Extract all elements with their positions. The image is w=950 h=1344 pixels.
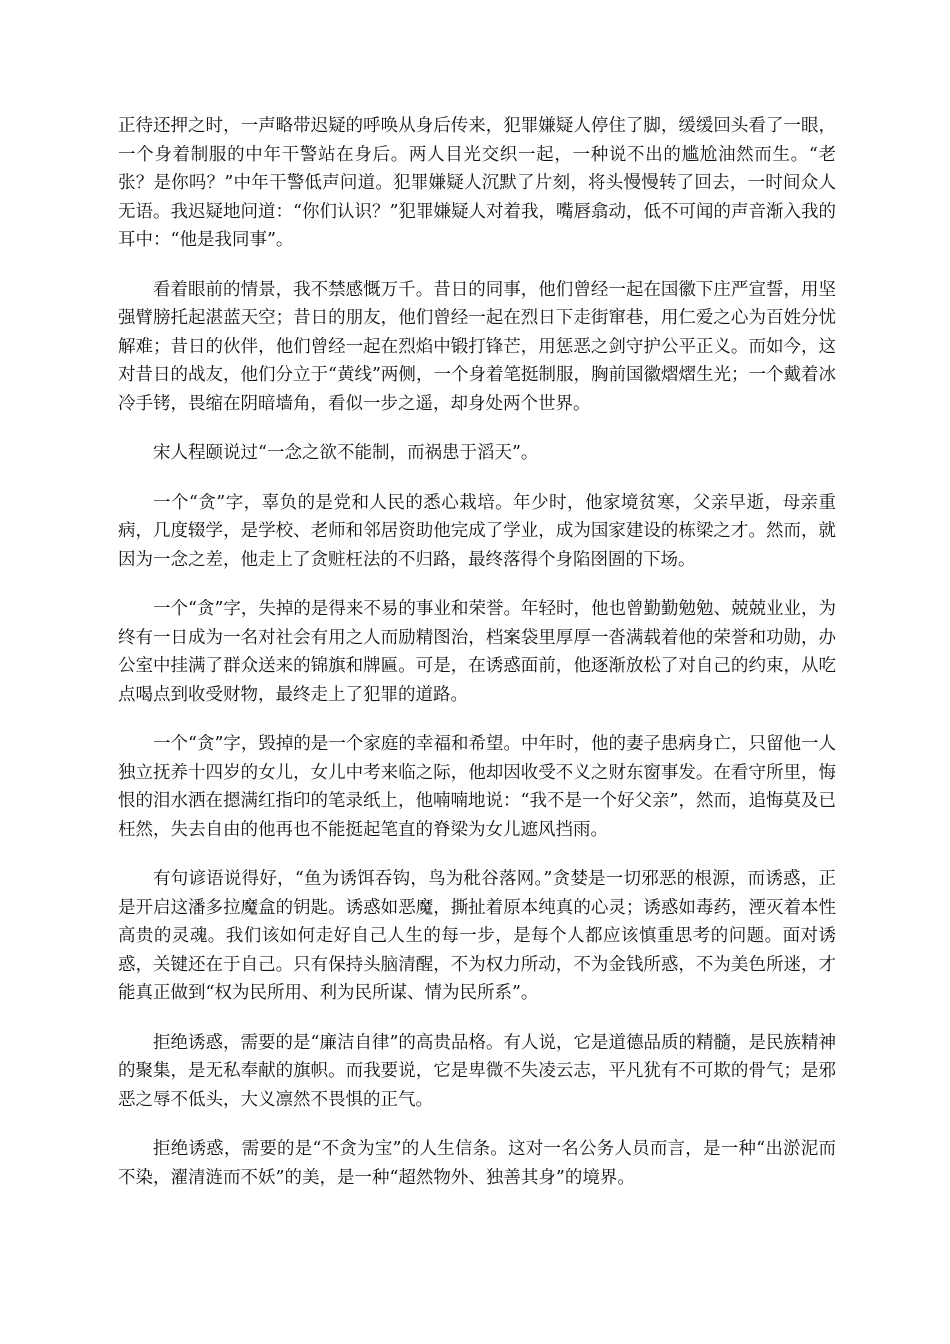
paragraph-9: 拒绝诱惑，需要的是“不贪为宝”的人生信条。这对一名公务人员而言，是一种“出淤泥而不染，濯清涟而不妖”的美，是一种“超然物外、独善其身”的境界。 [118, 1139, 836, 1188]
paragraph-2: 看着眼前的情景，我不禁感慨万千。昔日的同事，他们曾经一起在国徽下庄严宣誓，用坚强臂膀托起湛蓝天空；昔日的朋友，他们曾经一起在烈日下走街窜巷，用仁爱之心为百姓分忧解难；昔日的伙伴，他们曾经一起在烈焰中锻打锋芒，用惩恶之剑守护公平正义。而如今，这对昔日的战友，他们分立于“黄线”两侧，一个身着笔挺制服，胸前国徽熠熠生光；一个戴着冰冷手铐，畏缩在阴暗墙角，看似一步之遥，却身处两个世界。 [118, 279, 836, 414]
paragraph-5: 一个“贪”字，失掉的是得来不易的事业和荣誉。年轻时，他也曾勤勤勉勉、兢兢业业，为终有一日成为一名对社会有用之人而励精图治，档案袋里厚厚一沓满载着他的荣誉和功勋，办公室中挂满了群众送来的锦旗和牌匾。可是，在诱惑面前，他逐渐放松了对自己的约束，从吃点喝点到收受财物，最终走上了犯罪的道路。 [118, 599, 836, 705]
paragraph-4: 一个“贪”字，辜负的是党和人民的悉心栽培。年少时，他家境贫寒，父亲早逝，母亲重病，几度辍学，是学校、老师和邻居资助他完成了学业，成为国家建设的栋梁之才。然而，就因为一念之差，他走上了贪赃枉法的不归路，最终落得个身陷囹圄的下场。 [118, 492, 836, 570]
document-body [118, 112, 836, 1213]
paragraph-3: 宋人程颐说过“一念之欲不能制，而祸患于滔天”。 [153, 443, 539, 463]
paragraph-7: 有句谚语说得好，“鱼为诱饵吞钩，鸟为秕谷落网。”贪婪是一切邪恶的根源，而诱惑，正是开启这潘多拉魔盒的钥匙。诱惑如恶魔，撕扯着原本纯真的心灵；诱惑如毒药，湮灭着本性高贵的灵魂。我们该如何走好自己人生的每一步，是每个人都应该慎重思考的问题。面对诱惑，关键还在于自己。只有保持头脑清醒，不为权力所动，不为金钱所惑，不为美色所迷，才能真正做到“权为民所用、利为民所谋、情为民所系”。 [118, 869, 836, 1003]
paragraph-6: 一个“贪”字，毁掉的是一个家庭的幸福和希望。中年时，他的妻子患病身亡，只留他一人独立抚养十四岁的女儿，女儿中考来临之际，他却因收受不义之财东窗事发。在看守所里，悔恨的泪水洒在摁满红指印的笔录纸上，他喃喃地说：“我不是一个好父亲”，然而，追悔莫及已枉然，失去自由的他再也不能挺起笔直的脊梁为女儿遮风挡雨。 [118, 734, 836, 840]
paragraph-1: 正待还押之时，一声略带迟疑的呼唤从身后传来，犯罪嫌疑人停住了脚，缓缓回头看了一眼，一个身着制服的中年干警站在身后。两人目光交织一起，一种说不出的尴尬油然而生。“老张？是你吗？”中年干警低声问道。犯罪嫌疑人沉默了片刻，将头慢慢转了回去，一时间众人无语。我迟疑地问道：“你们认识？”犯罪嫌疑人对着我，嘴唇翕动，低不可闻的声音渐入我的耳中：“他是我同事”。 [118, 116, 836, 250]
paragraph-8: 拒绝诱惑，需要的是“廉洁自律”的高贵品格。有人说，它是道德品质的精髓，是民族精神的聚集，是无私奉献的旗帜。而我要说，它是卑微不失凌云志，平凡犹有不可欺的骨气；是邪恶之辱不低头，大义凛然不畏惧的正气。 [118, 1032, 836, 1110]
